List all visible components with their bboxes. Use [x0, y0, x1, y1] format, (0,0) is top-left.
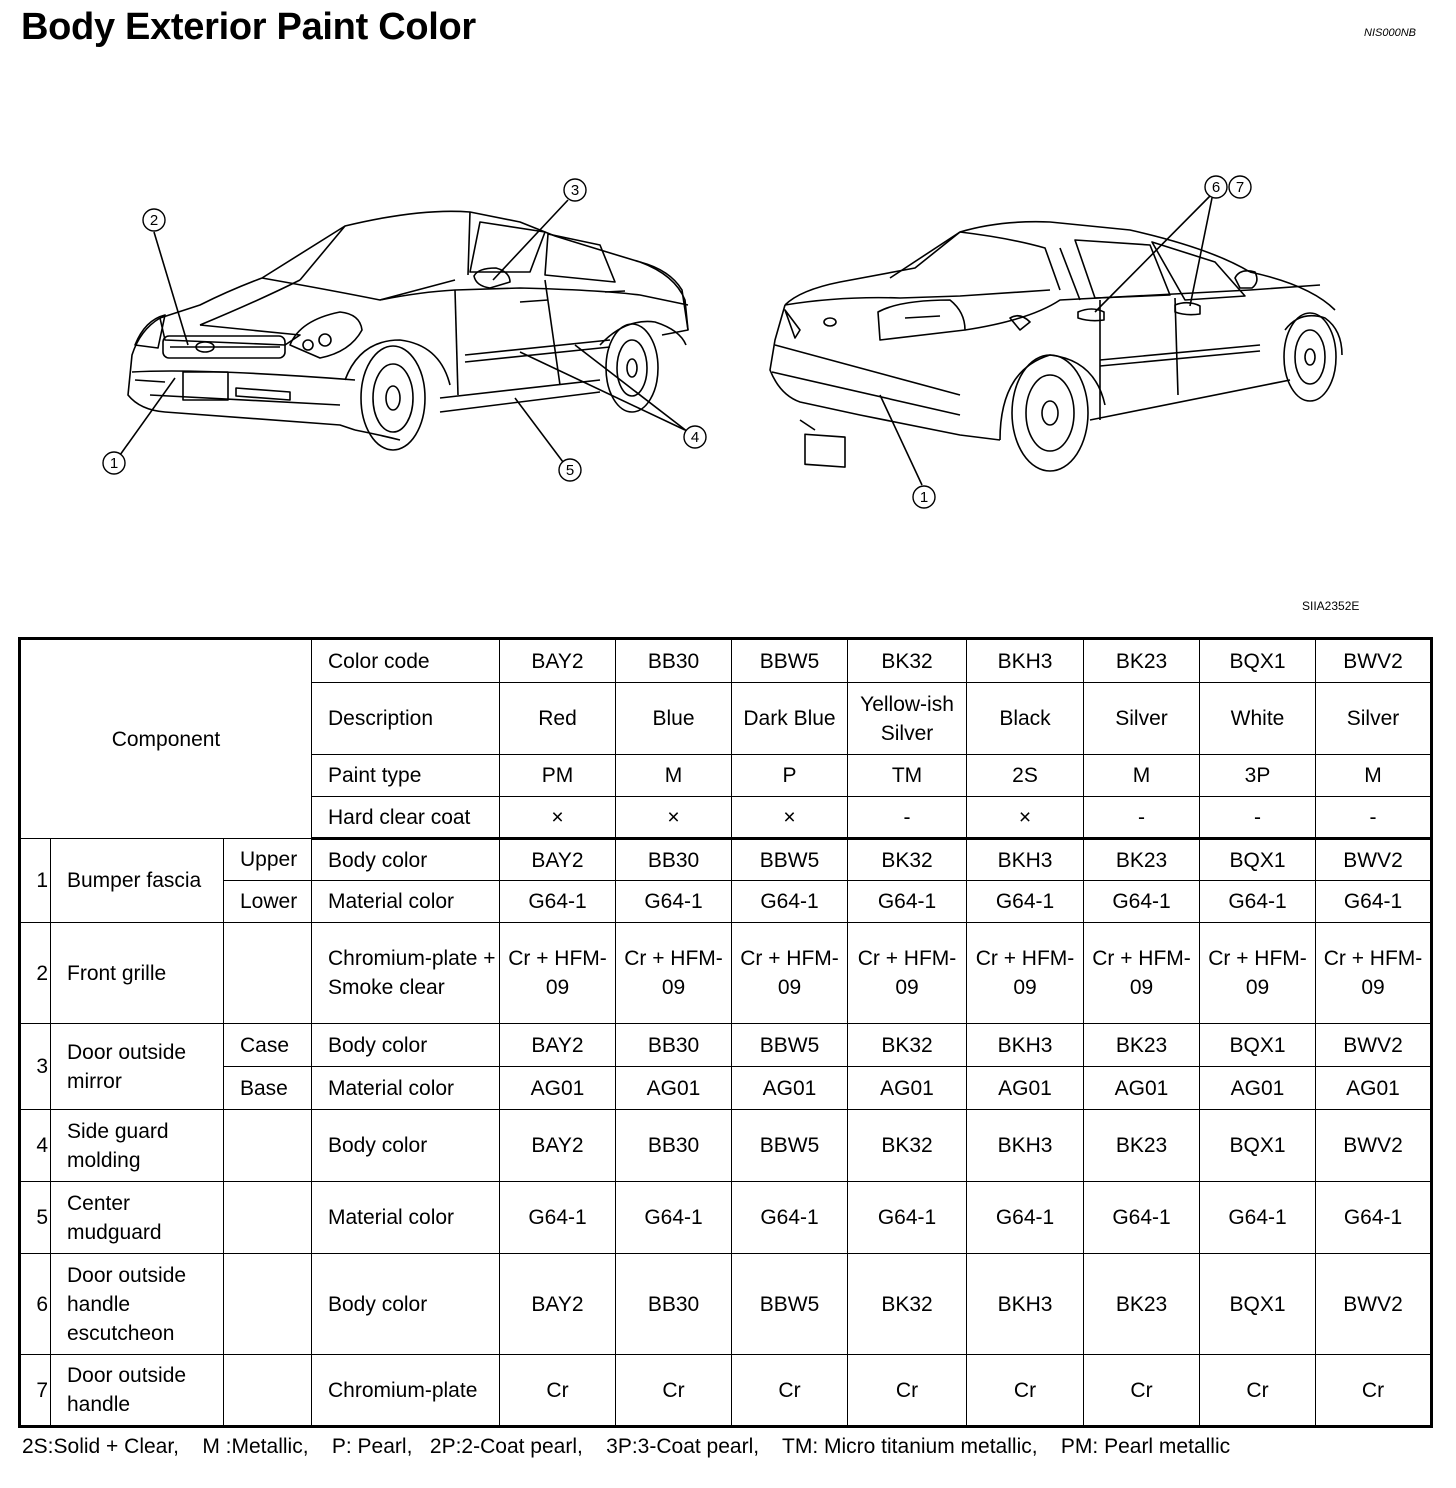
spec-value: BK32 [848, 1254, 967, 1355]
spec-value: BK23 [1084, 1254, 1200, 1355]
spec-value: Cr [1200, 1355, 1316, 1427]
callout-label: 5 [565, 462, 575, 479]
item-number: 3 [20, 1024, 51, 1110]
spec-value: G64-1 [1316, 881, 1432, 923]
component-name: Bumper fascia [51, 839, 224, 923]
spec-value: Cr + HFM-09 [1316, 923, 1432, 1024]
spec-value: G64-1 [967, 881, 1084, 923]
callout-label: 1 [109, 455, 119, 472]
header-value: Red [500, 683, 616, 755]
spec-value: Cr [500, 1355, 616, 1427]
component-name: Door outside handle escutcheon [51, 1254, 224, 1355]
component-part [224, 1254, 312, 1355]
spec-value: AG01 [500, 1067, 616, 1110]
spec-value: G64-1 [732, 1182, 848, 1254]
spec-value: Cr [1084, 1355, 1200, 1427]
spec-value: G64-1 [848, 1182, 967, 1254]
car-illustration [0, 0, 1456, 620]
callout-label: 2 [149, 212, 159, 229]
header-value: M [1084, 755, 1200, 797]
component-name: Side guard molding [51, 1110, 224, 1182]
component-part: Base [224, 1067, 312, 1110]
component-header: Component [20, 639, 312, 839]
spec-label: Body color [312, 839, 500, 881]
header-label: Hard clear coat [312, 797, 500, 839]
spec-value: BAY2 [500, 839, 616, 881]
spec-value: BQX1 [1200, 1110, 1316, 1182]
header-value: BQX1 [1200, 639, 1316, 683]
header-value: PM [500, 755, 616, 797]
spec-value: G64-1 [500, 1182, 616, 1254]
spec-value: BB30 [616, 839, 732, 881]
item-number: 6 [20, 1254, 51, 1355]
table-row [20, 1355, 1432, 1427]
spec-value: Cr + HFM-09 [848, 923, 967, 1024]
paint-type-legend: 2S:Solid + Clear, M :Metallic, P: Pearl, 2P:2-Coat pearl, 3P:3-Coat pearl, TM: Micro titanium metallic, PM: Pearl metallic [22, 1435, 1231, 1458]
table-row [20, 1182, 1432, 1254]
spec-value: G64-1 [732, 881, 848, 923]
header-value: Silver [1316, 683, 1432, 755]
spec-value: G64-1 [1084, 881, 1200, 923]
spec-value: G64-1 [1316, 1182, 1432, 1254]
header-value: M [1316, 755, 1432, 797]
header-value: 3P [1200, 755, 1316, 797]
spec-value: BQX1 [1200, 839, 1316, 881]
header-value: M [616, 755, 732, 797]
component-name: Door outside mirror [51, 1024, 224, 1110]
header-value: BK23 [1084, 639, 1200, 683]
spec-value: BBW5 [732, 1110, 848, 1182]
component-name: Door outside handle [51, 1355, 224, 1427]
spec-value: BB30 [616, 1024, 732, 1067]
header-value: BB30 [616, 639, 732, 683]
spec-label: Material color [312, 1067, 500, 1110]
spec-value: BK23 [1084, 1024, 1200, 1067]
header-label: Paint type [312, 755, 500, 797]
header-value: Dark Blue [732, 683, 848, 755]
spec-value: BK32 [848, 1024, 967, 1067]
spec-value: Cr + HFM-09 [1200, 923, 1316, 1024]
item-number: 5 [20, 1182, 51, 1254]
header-value: BK32 [848, 639, 967, 683]
page-title: Body Exterior Paint Color [21, 6, 476, 48]
spec-value: BKH3 [967, 839, 1084, 881]
spec-value: AG01 [1200, 1067, 1316, 1110]
header-label: Color code [312, 639, 500, 683]
table-row [20, 839, 1432, 881]
spec-label: Body color [312, 1024, 500, 1067]
header-value: × [732, 797, 848, 839]
header-value: Black [967, 683, 1084, 755]
component-part [224, 1182, 312, 1254]
header-label: Description [312, 683, 500, 755]
spec-label: Body color [312, 1254, 500, 1355]
spec-value: Cr [616, 1355, 732, 1427]
header-value: - [1084, 797, 1200, 839]
spec-value: Cr [732, 1355, 848, 1427]
header-value: × [616, 797, 732, 839]
spec-value: AG01 [616, 1067, 732, 1110]
spec-value: BWV2 [1316, 1024, 1432, 1067]
spec-value: G64-1 [967, 1182, 1084, 1254]
spec-value: BB30 [616, 1254, 732, 1355]
spec-value: BK23 [1084, 1110, 1200, 1182]
spec-value: G64-1 [1200, 881, 1316, 923]
spec-value: Cr + HFM-09 [616, 923, 732, 1024]
spec-value: Cr [1316, 1355, 1432, 1427]
header-value: TM [848, 755, 967, 797]
figure-id: SIIA2352E [1302, 599, 1360, 613]
spec-value: BWV2 [1316, 1110, 1432, 1182]
spec-value: G64-1 [848, 881, 967, 923]
header-value: - [1316, 797, 1432, 839]
spec-value: AG01 [967, 1067, 1084, 1110]
component-name: Center mudguard [51, 1182, 224, 1254]
table-row [20, 1254, 1432, 1355]
table-row [20, 1024, 1432, 1067]
spec-value: BAY2 [500, 1110, 616, 1182]
component-part: Lower [224, 881, 312, 923]
spec-value: AG01 [848, 1067, 967, 1110]
rear-car-drawing [770, 196, 1342, 485]
header-value: Silver [1084, 683, 1200, 755]
component-part [224, 923, 312, 1024]
component-part [224, 1110, 312, 1182]
spec-value: G64-1 [616, 1182, 732, 1254]
callout-label: 6 [1211, 179, 1221, 196]
spec-value: BAY2 [500, 1024, 616, 1067]
spec-value: G64-1 [1200, 1182, 1316, 1254]
header-value: - [1200, 797, 1316, 839]
item-number: 2 [20, 923, 51, 1024]
spec-value: Cr + HFM-09 [1084, 923, 1200, 1024]
spec-value: BBW5 [732, 1024, 848, 1067]
spec-value: BQX1 [1200, 1024, 1316, 1067]
front-car-drawing [120, 200, 688, 462]
spec-value: BK32 [848, 839, 967, 881]
spec-value: BQX1 [1200, 1254, 1316, 1355]
spec-value: BWV2 [1316, 1254, 1432, 1355]
spec-value: AG01 [1084, 1067, 1200, 1110]
component-part [224, 1355, 312, 1427]
header-value: Blue [616, 683, 732, 755]
spec-value: BAY2 [500, 1254, 616, 1355]
callout-label: 4 [690, 429, 700, 446]
callout-label: 7 [1235, 179, 1245, 196]
spec-value: G64-1 [616, 881, 732, 923]
spec-value: BBW5 [732, 1254, 848, 1355]
header-value: BWV2 [1316, 639, 1432, 683]
spec-value: BKH3 [967, 1024, 1084, 1067]
spec-value: Cr + HFM-09 [500, 923, 616, 1024]
item-number: 1 [20, 839, 51, 923]
header-value: × [500, 797, 616, 839]
header-row [20, 639, 1432, 683]
spec-label: Material color [312, 881, 500, 923]
spec-value: Cr + HFM-09 [732, 923, 848, 1024]
spec-value: BK32 [848, 1110, 967, 1182]
spec-value: AG01 [1316, 1067, 1432, 1110]
spec-value: Cr [848, 1355, 967, 1427]
component-part: Upper [224, 839, 312, 881]
table-row [20, 923, 1432, 1024]
document-id: NIS000NB [1364, 27, 1416, 39]
header-value: - [848, 797, 967, 839]
spec-value: BKH3 [967, 1254, 1084, 1355]
component-part: Case [224, 1024, 312, 1067]
spec-label: Material color [312, 1182, 500, 1254]
spec-value: BBW5 [732, 839, 848, 881]
spec-value: Cr + HFM-09 [967, 923, 1084, 1024]
item-number: 4 [20, 1110, 51, 1182]
spec-value: BK23 [1084, 839, 1200, 881]
spec-value: Cr [967, 1355, 1084, 1427]
spec-value: BKH3 [967, 1110, 1084, 1182]
header-value: BAY2 [500, 639, 616, 683]
header-value: P [732, 755, 848, 797]
spec-value: G64-1 [500, 881, 616, 923]
spec-value: BB30 [616, 1110, 732, 1182]
table-row [20, 1067, 1432, 1110]
item-number: 7 [20, 1355, 51, 1427]
header-value: White [1200, 683, 1316, 755]
header-value: BKH3 [967, 639, 1084, 683]
header-value: BBW5 [732, 639, 848, 683]
spec-label: Chromium-plate + Smoke clear [312, 923, 500, 1024]
table-row [20, 1110, 1432, 1182]
spec-value: AG01 [732, 1067, 848, 1110]
spec-value: BWV2 [1316, 839, 1432, 881]
spec-value: G64-1 [1084, 1182, 1200, 1254]
header-value: Yellow-ish Silver [848, 683, 967, 755]
callout-label: 3 [570, 182, 580, 199]
header-value: × [967, 797, 1084, 839]
spec-label: Chromium-plate [312, 1355, 500, 1427]
spec-label: Body color [312, 1110, 500, 1182]
paint-color-table [18, 637, 1433, 1428]
component-name: Front grille [51, 923, 224, 1024]
callout-label: 1 [919, 489, 929, 506]
header-value: 2S [967, 755, 1084, 797]
table-row [20, 881, 1432, 923]
